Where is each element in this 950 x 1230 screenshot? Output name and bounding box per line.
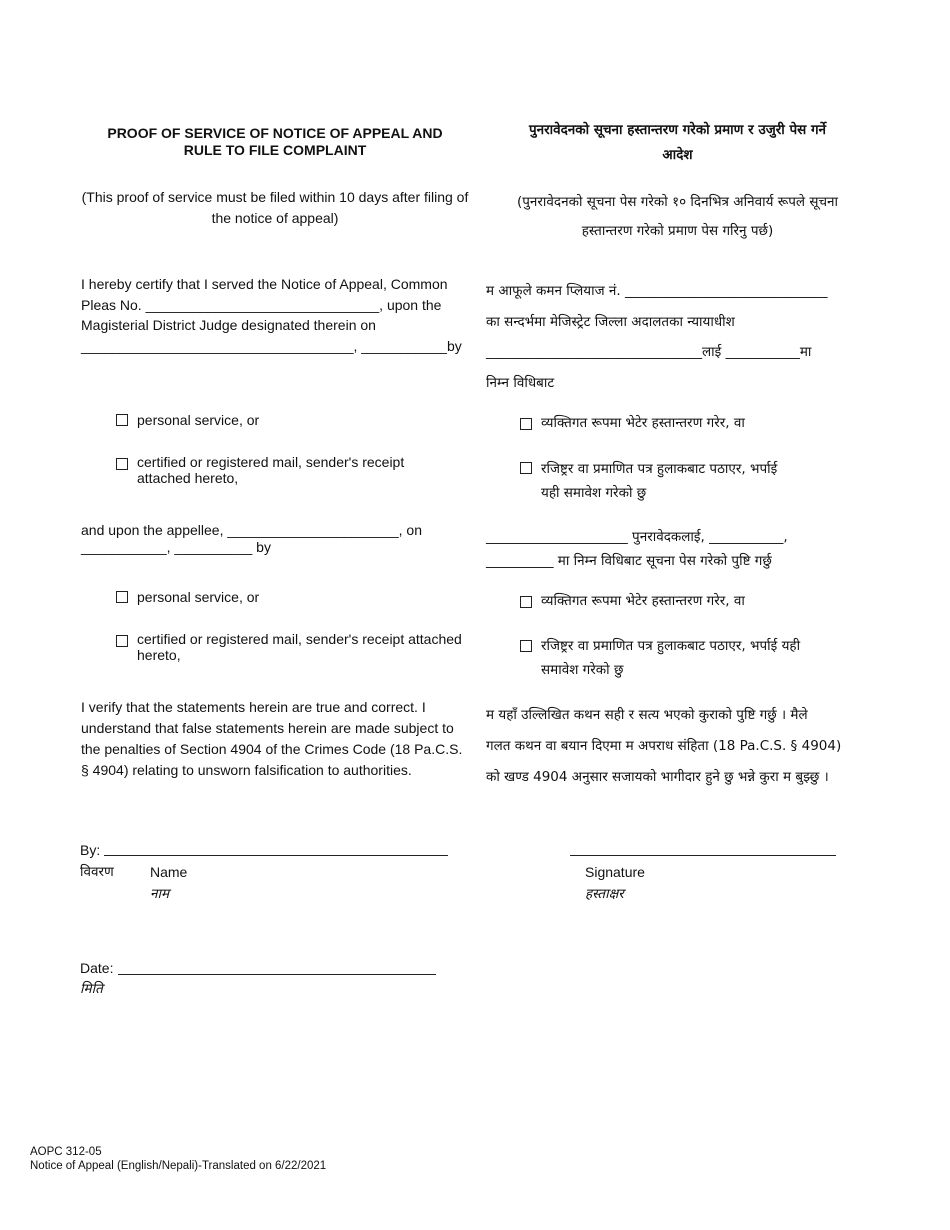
english-verify-line2: understand that false statements herein are made subject to	[81, 720, 454, 736]
english-mail-label-1	[137, 454, 404, 486]
english-certify-paragraph	[81, 274, 462, 357]
nepali-appellee-line1: _____________________ पुनरावेदकलाई, ___________,	[486, 529, 788, 545]
nepali-note-line2: हस्तान्तरण गरेको प्रमाण पेस गरिनु पर्छ)	[581, 223, 774, 239]
nepali-certify-line2: का सन्दर्भमा मेजिस्ट्रेट जिल्ला अदालतका न्यायाधीश	[486, 313, 735, 330]
nepali-mail-label-1-line1: रजिष्ट्रर वा प्रमाणित पत्र हुलाकबाट पठाएर, भर्पाई	[541, 461, 778, 477]
nepali-personal-service-label-2: व्यक्तिगत रूपमा भेटेर हस्तान्तरण गरेर, वा	[541, 593, 745, 609]
english-title-line2: RULE TO FILE COMPLAINT	[183, 142, 367, 158]
nepali-mail-label-2-line1: रजिष्ट्रर वा प्रमाणित पत्र हुलाकबाट पठाएर, भर्पाई यही	[541, 638, 801, 654]
nepali-mail-label-1	[541, 457, 777, 505]
by-label-nepali: विवरण	[80, 864, 114, 880]
nepali-personal-service-checkbox-1[interactable]	[520, 418, 532, 430]
english-note-line1: (This proof of service must be filed within 10 days after filing of	[81, 189, 469, 205]
english-personal-service-label-2: personal service, or	[137, 589, 260, 605]
date-label-nepali: मिति	[80, 981, 103, 997]
english-certify-line1: I hereby certify that I served the Notice of Appeal, Common	[81, 276, 448, 292]
english-mail-checkbox-1[interactable]	[116, 458, 128, 470]
form-description: Notice of Appeal (English/Nepali)-Translated on 6/22/2021	[30, 1160, 327, 1172]
english-appellee-line2: ___________, __________ by	[81, 539, 271, 555]
english-mail-checkbox-2[interactable]	[116, 635, 128, 647]
signature-label-nepali: हस्ताक्षर	[585, 886, 624, 902]
english-personal-service-label-1: personal service, or	[137, 412, 260, 428]
english-certify-line3: Magisterial District Judge designated therein on	[81, 317, 376, 334]
english-certify-line4: ___________________________________, ___________by	[81, 338, 462, 355]
english-verify-line3: the penalties of Section 4904 of the Crimes Code (18 Pa.C.S.	[81, 741, 463, 757]
signature-line[interactable]	[570, 855, 836, 856]
nepali-verify-line3: को खण्ड 4904 अनुसार सजायको भागीदार हुने छु भन्ने कुरा म बुझ्छु ।	[486, 769, 829, 785]
nepali-mail-label-1-line2: यही समावेश गरेको छु	[541, 485, 647, 501]
english-verify-line1: I verify that the statements herein are true and correct. I	[81, 699, 426, 715]
english-mail-label-2-line1: certified or registered mail, sender's receipt attached	[137, 631, 462, 647]
english-mail-label-2	[137, 631, 462, 663]
english-appellee-paragraph	[81, 522, 422, 556]
nepali-certify-paragraph	[486, 276, 828, 398]
nepali-filing-note	[485, 188, 870, 246]
nepali-verify-line1: म यहाँ उल्लिखित कथन सही र सत्य भएको कुराको पुष्टि गर्छु । मैले	[486, 707, 808, 723]
name-label-nepali: नाम	[150, 886, 170, 902]
english-mail-label-1-line2: attached hereto,	[137, 470, 239, 486]
nepali-verification-paragraph	[486, 700, 841, 793]
english-personal-service-checkbox-2[interactable]	[116, 591, 128, 603]
english-certify-line2: Pleas No. ______________________________, upon the	[81, 296, 442, 313]
english-personal-service-checkbox-1[interactable]	[116, 414, 128, 426]
date-line[interactable]	[118, 974, 436, 975]
nepali-appellee-line2: __________ मा निम्न विधिबाट सूचना पेस गरेको पुष्टि गर्छु	[486, 553, 772, 569]
nepali-mail-label-2-line2: समावेश गरेको छु	[541, 662, 624, 678]
name-label: Name	[150, 864, 188, 880]
date-label: Date:	[80, 960, 114, 976]
nepali-title-line1: पुनरावेदनको सूचना हस्तान्तरण गरेको प्रमाण र उजुरी पेस गर्ने	[528, 122, 827, 138]
english-mail-label-1-line1: certified or registered mail, sender's receipt	[137, 454, 405, 470]
nepali-verify-line2: गलत कथन वा बयान दिएमा म अपराध संहिता (18 Pa.C.S. § 4904)	[486, 738, 842, 754]
english-appellee-line1: and upon the appellee, ______________________, on	[81, 522, 422, 538]
signature-label: Signature	[585, 864, 645, 880]
nepali-title	[485, 118, 870, 168]
english-filing-note	[78, 187, 472, 229]
english-verify-line4: § 4904) relating to unsworn falsification to authorities.	[81, 762, 412, 778]
english-mail-label-2-line2: hereto,	[137, 647, 181, 663]
nepali-certify-line3: ________________________________लाई ___________मा	[486, 344, 812, 360]
nepali-personal-service-checkbox-2[interactable]	[520, 596, 532, 608]
nepali-personal-service-label-1: व्यक्तिगत रूपमा भेटेर हस्तान्तरण गरेर, वा	[541, 415, 745, 431]
by-label: By:	[80, 842, 101, 858]
nepali-mail-label-2	[541, 634, 800, 682]
english-title-line1: PROOF OF SERVICE OF NOTICE OF APPEAL AND	[107, 125, 443, 141]
nepali-certify-line4: निम्न विधिबाट	[486, 374, 555, 391]
nepali-appellee-paragraph	[486, 525, 788, 573]
nepali-mail-checkbox-2[interactable]	[520, 640, 532, 652]
nepali-certify-line1: म आफूले कमन प्लियाज नं. ______________________________	[486, 283, 828, 299]
by-line[interactable]	[104, 855, 448, 856]
english-title	[80, 123, 470, 160]
nepali-title-line2: आदेश	[662, 147, 693, 163]
form-code: AOPC 312-05	[30, 1146, 102, 1158]
english-note-line2: the notice of appeal)	[211, 210, 339, 226]
nepali-mail-checkbox-1[interactable]	[520, 462, 532, 474]
english-verification-paragraph	[81, 697, 462, 781]
nepali-note-line1: (पुनरावेदनको सूचना पेस गरेको १० दिनभित्र अनिवार्य रूपले सूचना	[516, 194, 839, 210]
